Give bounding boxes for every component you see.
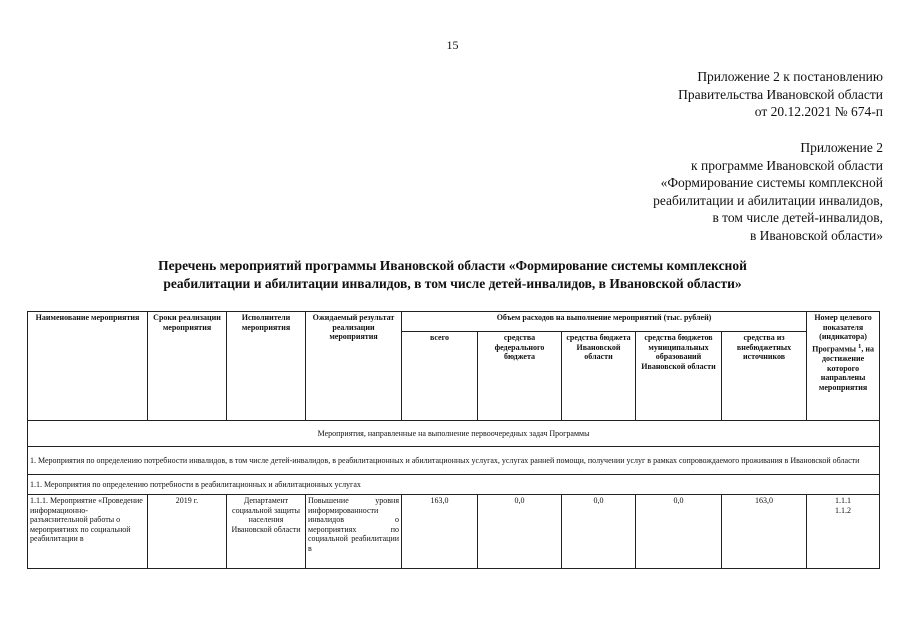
appendix-program-line: «Формирование системы комплексной xyxy=(660,175,883,190)
header-executors: Исполнители мероприятия xyxy=(227,312,306,421)
cell-total: 163,0 xyxy=(402,495,478,569)
appendix-decree-line: Приложение 2 к постановлению xyxy=(697,69,883,84)
indicator-value: 1.1.1 xyxy=(835,496,852,505)
cell-result: Повышение уровня информированности инвалидов о мероприятиях по социальной реабилитации в xyxy=(306,495,402,569)
header-total: всего xyxy=(402,332,478,421)
measures-table xyxy=(27,311,880,569)
cell-executor: Департамент социальной защиты населения Ивановской области xyxy=(227,495,306,569)
cell-municipal: 0,0 xyxy=(636,495,722,569)
section-heading-row: Мероприятия, направленные на выполнение первоочередных задач Программы xyxy=(28,421,880,447)
appendix-program-block xyxy=(653,139,883,244)
title-line: Перечень мероприятий программы Ивановской области «Формирование системы комплексной xyxy=(158,258,747,273)
cell-name: 1.1.1. Мероприятие «Проведение информационно-разъяснительной работы о мероприятиях по социальной реабилитации в xyxy=(28,495,148,569)
appendix-program-line: в том числе детей-инвалидов, xyxy=(712,210,883,225)
cell-extrabudget: 163,0 xyxy=(722,495,807,569)
cell-federal: 0,0 xyxy=(478,495,562,569)
page-number: 15 xyxy=(446,38,459,52)
appendix-program-line: реабилитации и абилитации инвалидов, xyxy=(653,192,883,208)
appendix-decree-block xyxy=(678,68,883,121)
cell-indicator xyxy=(807,495,880,569)
cell-terms: 2019 г. xyxy=(148,495,227,569)
cell-regional: 0,0 xyxy=(562,495,636,569)
appendix-decree-line: от 20.12.2021 № 674-п xyxy=(754,104,883,119)
subsection-1-1-row: 1.1. Мероприятия по определению потребности в реабилитационных и абилитационных услугах xyxy=(28,475,880,495)
header-name: Наименование мероприятия xyxy=(28,312,148,421)
document-title xyxy=(60,257,845,293)
header-result: Ожидаемый результат реализации мероприятия xyxy=(306,312,402,421)
appendix-decree-line: Правительства Ивановской области xyxy=(678,86,883,102)
header-regional: средства бюджета Ивановской области xyxy=(562,332,636,421)
header-municipal: средства бюджетов муниципальных образований Ивановской области xyxy=(636,332,722,421)
table-row xyxy=(28,495,880,569)
appendix-program-line: Приложение 2 xyxy=(800,140,883,155)
appendix-program-line: в Ивановской области» xyxy=(749,227,883,243)
title-line: реабилитации и абилитации инвалидов, в том числе детей-инвалидов, в Ивановской области» xyxy=(163,276,742,291)
header-terms: Сроки реализации мероприятия xyxy=(148,312,227,421)
header-federal: средства федерального бюджета xyxy=(478,332,562,421)
appendix-program-line: к программе Ивановской области xyxy=(691,157,883,173)
header-expenses: Объем расходов на выполнение мероприятий (тыс. рублей) xyxy=(402,312,807,332)
header-extrabudget: средства из внебюджетных источников xyxy=(722,332,807,421)
section-1-row: 1. Мероприятия по определению потребности инвалидов, в том числе детей-инвалидов, в реабилитационных и абилитационных услугах, услугах ранней помощи, получении услуг в рамках сопровождаемого проживания в Ивановской области xyxy=(28,447,880,475)
indicator-value: 1.1.2 xyxy=(835,505,852,515)
header-indicator: Номер целевого показателя (индикатора) Программы $^1$, на достижение которого направлены мероприятия xyxy=(807,312,880,421)
